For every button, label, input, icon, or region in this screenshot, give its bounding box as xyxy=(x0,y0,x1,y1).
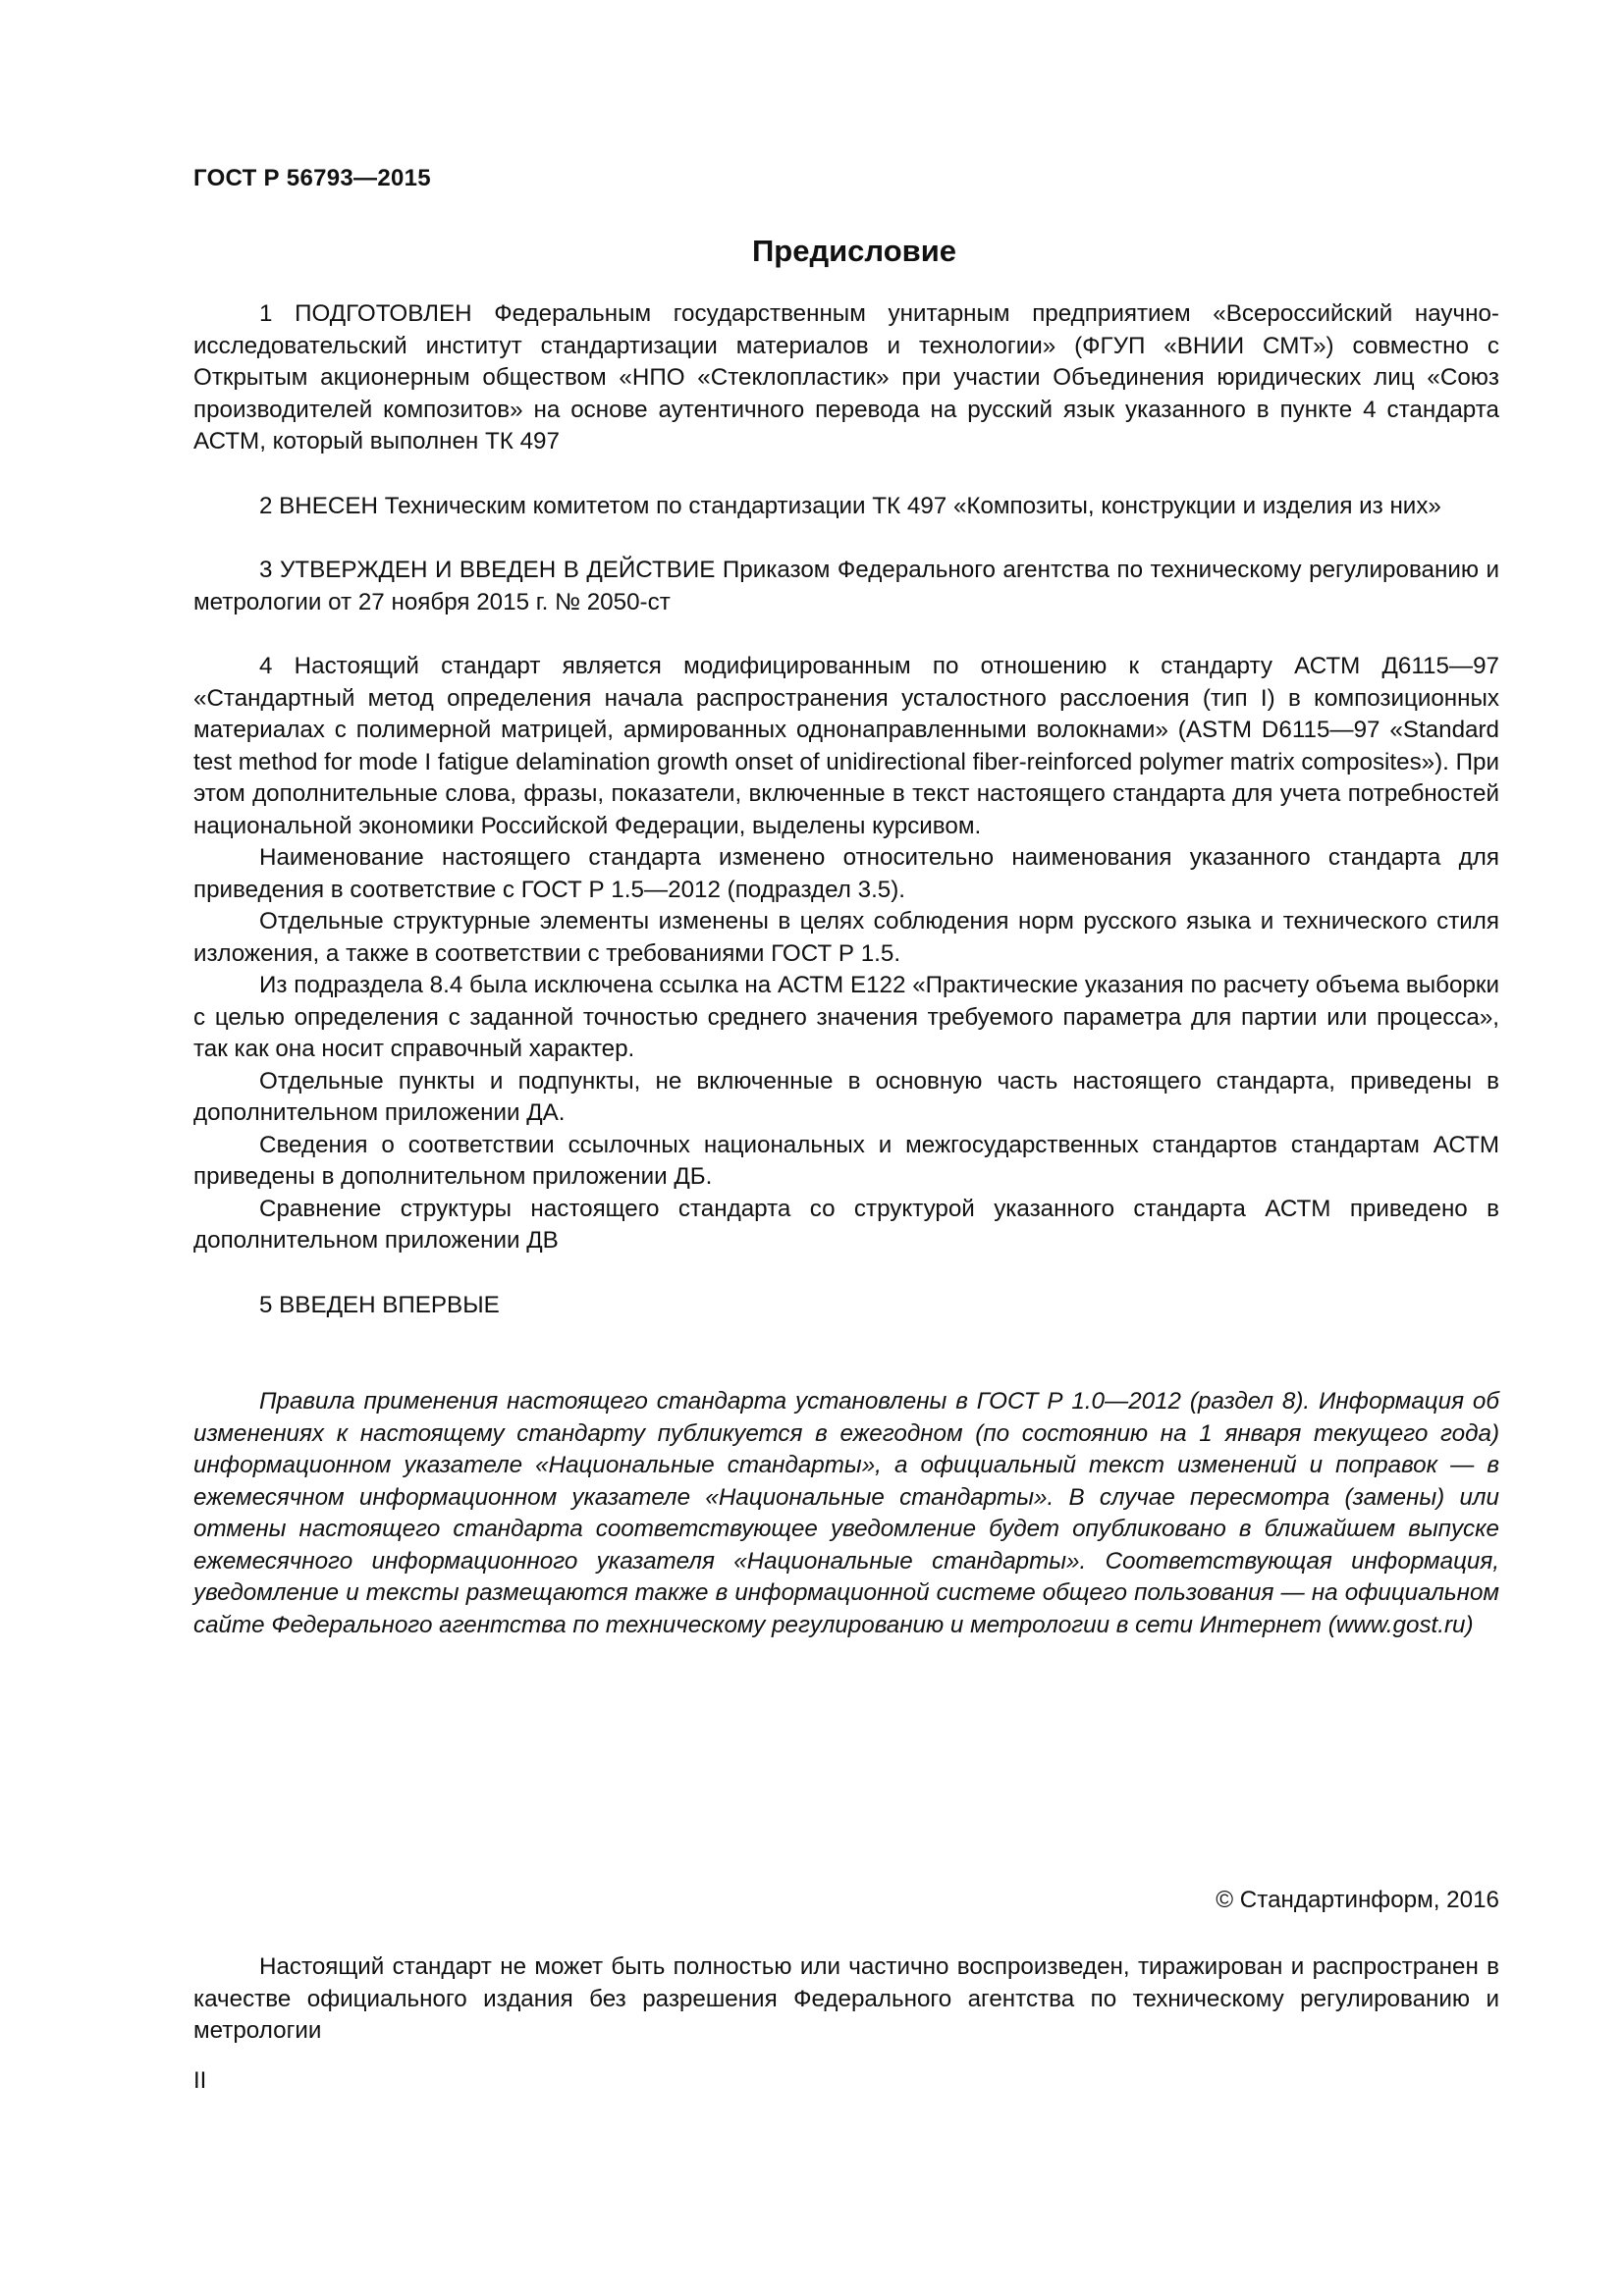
item-4-structural-changes: Отдельные структурные элементы изменены в целях соблюдения норм русского языка и технического стиля изложения, а также в соответствии с требованиями ГОСТ Р 1.5. xyxy=(193,908,1499,967)
rules-notice: Правила применения настоящего стандарта установлены в ГОСТ Р 1.0—2012 (раздел 8). Информация об изменениях к настоящему стандарту публикуется в ежегодном (по состоянию на 1 января текущего года) информационном указателе «Национальные стандарты», а официальный текст изменений и поправок — в ежемесячном информационном указателе «Национальные стандарты». В случае пересмотра (замены) или отмены настоящего стандарта соответствующее уведомление будет опубликовано в ближайшем выпуске ежемесячного информационного указателя «Национальные стандарты». Соответствующая информация, уведомление и тексты размещаются также в информационной системе общего пользования — на официальном сайте Федерального агентства по техническому регулированию и метрологии в сети Интернет (www.gost.ru) xyxy=(193,1388,1499,1638)
item-4-appendix-db: Сведения о соответствии ссылочных национальных и межгосударственных стандартов стандартам АСТМ приведены в дополнительном приложении ДБ. xyxy=(193,1131,1499,1190)
foreword-body xyxy=(193,298,1499,1641)
copyright-notice: © Стандартинформ, 2016 xyxy=(1216,1887,1499,1913)
item-2-submitted: 2 ВНЕСЕН Техническим комитетом по стандартизации ТК 497 «Композиты, конструкции и изделия из них» xyxy=(259,492,1441,519)
item-4-name-change: Наименование настоящего стандарта изменено относительно наименования указанного стандарта для приведения в соответствие с ГОСТ Р 1.5—2012 (подраздел 3.5). xyxy=(193,844,1499,903)
item-1-prepared: 1 ПОДГОТОВЛЕН Федеральным государственным унитарным предприятием «Всероссийский научно-исследовательский институт стандартизации материалов и технологии» (ФГУП «ВНИИ СМТ») совместно с Открытым акционерным обществом «НПО «Стеклопластик» при участии Объединения юридических лиц «Союз производителей композитов» на основе аутентичного перевода на русский язык указанного в пункте 4 стандарта АСТМ, который выполнен ТК 497 xyxy=(193,300,1499,454)
reproduction-notice: Настоящий стандарт не может быть полностью или частично воспроизведен, тиражирован и распространен в качестве официального издания без разрешения Федерального агентства по техническому регулированию и метрологии xyxy=(193,1953,1499,2044)
item-4-excluded-reference: Из подраздела 8.4 была исключена ссылка на АСТМ Е122 «Практические указания по расчету объема выборки с целью определения с заданной точностью среднего значения требуемого параметра для партии или процесса», так как она носит справочный характер. xyxy=(193,972,1499,1062)
item-4-modified-standard: 4 Настоящий стандарт является модифицированным по отношению к стандарту АСТМ Д6115—97 «Стандартный метод определения начала распространения усталостного расслоения (тип I) в композиционных материалах с полимерной матрицей, армированных однонаправленными волокнами» (ASTM D6115—97 «Standard test method for mode I fatigue delamination growth onset of unidirectional fiber-reinforced polymer matrix composites»). При этом дополнительные слова, фразы, показатели, включенные в текст настоящего стандарта для учета потребностей национальной экономики Российской Федерации, выделены курсивом. xyxy=(193,653,1499,839)
document-id-header: ГОСТ Р 56793—2015 xyxy=(193,165,431,191)
page-title: Предисловие xyxy=(751,234,956,268)
item-5-first-introduced: 5 ВВЕДЕН ВПЕРВЫЕ xyxy=(259,1291,500,1318)
item-4-appendix-dv: Сравнение структуры настоящего стандарта со структурой указанного стандарта АСТМ приведено в дополнительном приложении ДВ xyxy=(193,1195,1499,1254)
item-4-appendix-da: Отдельные пункты и подпункты, не включенные в основную часть настоящего стандарта, приведены в дополнительном приложении ДА. xyxy=(193,1067,1499,1126)
item-3-approved: 3 УТВЕРЖДЕН И ВВЕДЕН В ДЕЙСТВИЕ Приказом Федерального агентства по техническому регулированию и метрологии от 27 ноября 2015 г. № 2050-ст xyxy=(193,557,1499,615)
reproduction-notice-block xyxy=(193,1951,1499,2048)
page-number: II xyxy=(193,2067,207,2094)
